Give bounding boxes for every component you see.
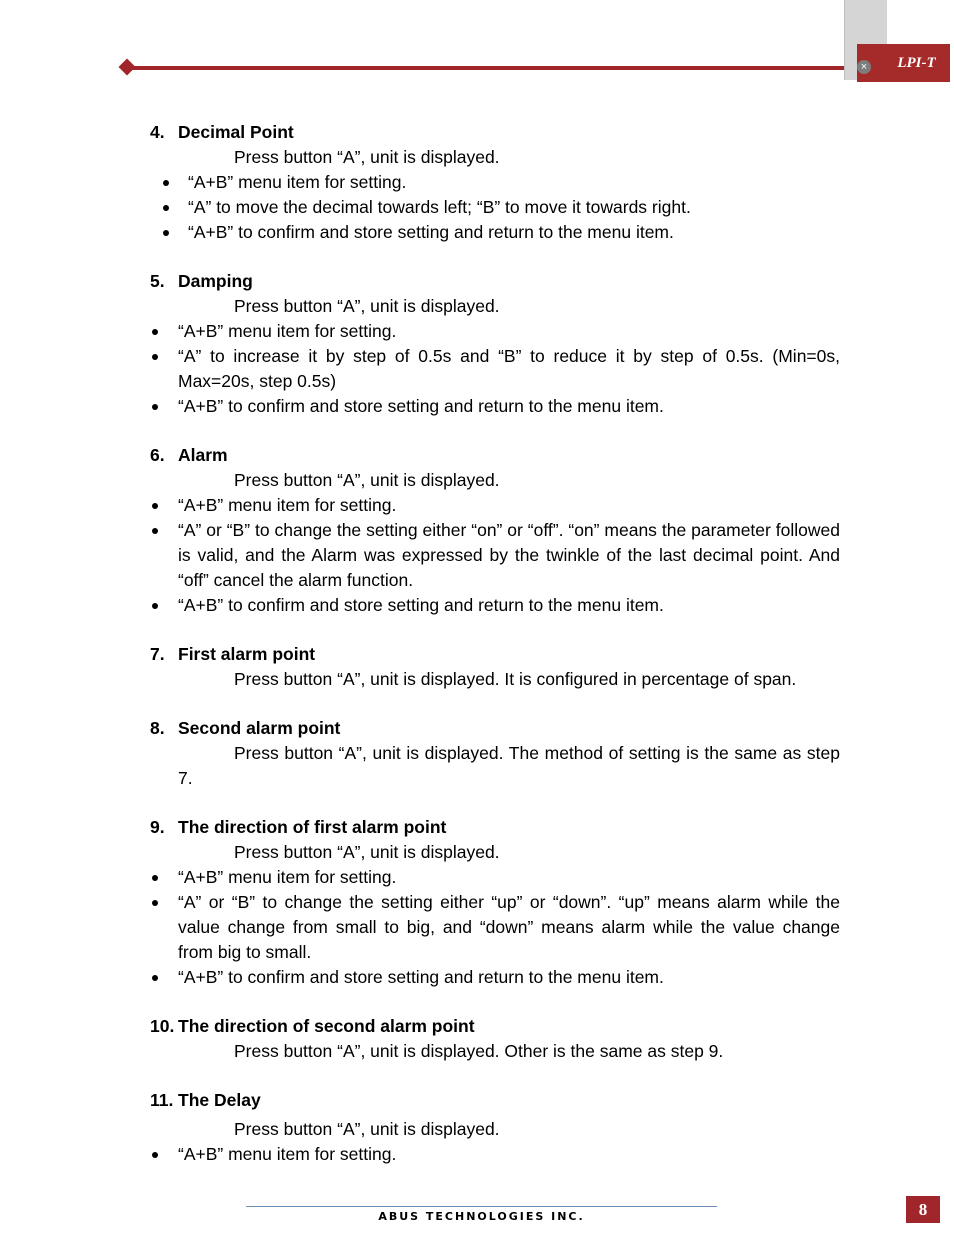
section-heading [150, 1014, 840, 1039]
section-heading [150, 120, 840, 145]
product-label: LPI-T [857, 44, 950, 82]
section-second-alarm-point [150, 716, 840, 791]
bullet-icon [152, 603, 158, 609]
section-second-alarm-direction [150, 1014, 840, 1064]
bullet-list [150, 170, 840, 245]
section-number: 10. [150, 1016, 175, 1036]
section-number: 4. [150, 122, 165, 142]
list-item: “A+B” to confirm and store setting and return to the menu item. [150, 593, 840, 618]
footer-company-name: ABUS TECHNOLOGIES INC. [378, 1210, 585, 1223]
list-item: “A+B” to confirm and store setting and return to the menu item. [150, 220, 840, 245]
section-delay [150, 1088, 840, 1167]
section-lead: Press button “A”, unit is displayed. Other is the same as step 9. [234, 1041, 724, 1061]
section-number: 8. [150, 718, 165, 738]
page-number: 8 [906, 1196, 940, 1223]
list-item: “A+B” menu item for setting. [150, 865, 840, 890]
section-lead: Press button “A”, unit is displayed. [234, 296, 500, 316]
list-item: “A+B” to confirm and store setting and return to the menu item. [150, 965, 840, 990]
bullet-icon [152, 354, 158, 360]
section-decimal-point [150, 120, 840, 245]
bullet-icon [152, 329, 158, 335]
list-item: “A+B” menu item for setting. [150, 1142, 840, 1167]
section-lead: Press button “A”, unit is displayed. [234, 470, 500, 490]
header-rule [125, 66, 855, 70]
list-item: “A+B” menu item for setting. [150, 319, 840, 344]
document-body [150, 120, 840, 1191]
section-lead: Press button “A”, unit is displayed. It is configured in percentage of span. [234, 669, 797, 689]
section-heading [150, 716, 840, 741]
bullet-icon [152, 1152, 158, 1158]
section-title: Second alarm point [178, 718, 341, 738]
section-number: 7. [150, 644, 165, 664]
bullet-list [150, 1142, 840, 1167]
section-lead: Press button “A”, unit is displayed. [234, 1119, 500, 1139]
bullet-icon [163, 180, 169, 186]
section-lead: Press button “A”, unit is displayed. [234, 842, 500, 862]
list-item: “A+B” to confirm and store setting and return to the menu item. [150, 394, 840, 419]
section-heading [150, 269, 840, 294]
section-heading [150, 642, 840, 667]
bullet-icon [152, 900, 158, 906]
section-first-alarm-point [150, 642, 840, 692]
section-number: 6. [150, 445, 165, 465]
list-item: “A” to move the decimal towards left; “B” to move it towards right. [150, 195, 840, 220]
section-damping [150, 269, 840, 419]
section-number: 11. [150, 1090, 174, 1110]
bullet-list [150, 319, 840, 419]
footer-rule [246, 1206, 717, 1207]
section-lead: Press button “A”, unit is displayed. [234, 147, 500, 167]
section-title: The Delay [178, 1090, 261, 1110]
section-title: Decimal Point [178, 122, 294, 142]
bullet-icon [152, 875, 158, 881]
section-heading [150, 1088, 840, 1113]
bullet-icon [152, 404, 158, 410]
section-heading [150, 443, 840, 468]
list-item: “A” or “B” to change the setting either “on” or “off”. “on” means the parameter followed is valid, and the Alarm was expressed by the twinkle of the last decimal point. And “off” cancel the alarm function. [150, 518, 840, 593]
list-item: “A” to increase it by step of 0.5s and “B” to reduce it by step of 0.5s. (Min=0s, Max=20s, step 0.5s) [150, 344, 840, 394]
list-item: “A+B” menu item for setting. [150, 493, 840, 518]
section-number: 5. [150, 271, 165, 291]
bullet-icon [163, 205, 169, 211]
bullet-icon [152, 503, 158, 509]
bullet-icon [152, 975, 158, 981]
header-diamond-ornament [119, 59, 136, 76]
section-title: The direction of first alarm point [178, 817, 447, 837]
section-lead: Press button “A”, unit is displayed. The method of setting is the same as step 7. [178, 743, 840, 788]
section-first-alarm-direction [150, 815, 840, 990]
bullet-icon [163, 230, 169, 236]
section-heading [150, 815, 840, 840]
section-title: The direction of second alarm point [178, 1016, 475, 1036]
section-title: First alarm point [178, 644, 316, 664]
section-title: Alarm [178, 445, 228, 465]
bullet-list [150, 865, 840, 990]
bullet-list [150, 493, 840, 618]
list-item: “A” or “B” to change the setting either “up” or “down”. “up” means alarm while the value change from small to big, and “down” means alarm while the value change from big to small. [150, 890, 840, 965]
list-item: “A+B” menu item for setting. [150, 170, 840, 195]
bullet-icon [152, 528, 158, 534]
section-number: 9. [150, 817, 165, 837]
section-alarm [150, 443, 840, 618]
close-circle-icon: × [857, 60, 871, 74]
section-title: Damping [178, 271, 253, 291]
